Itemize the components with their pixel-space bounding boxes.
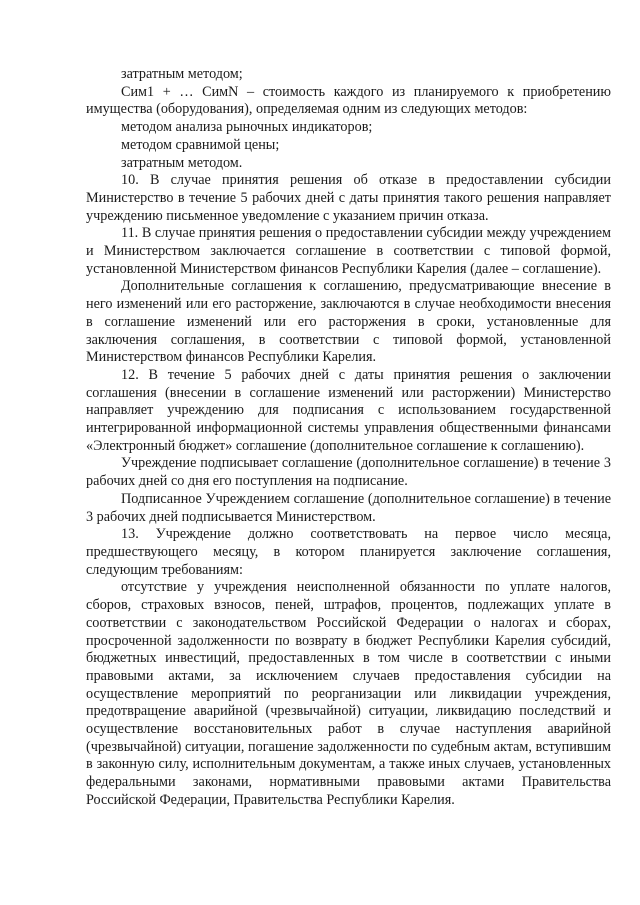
paragraph-market-method: методом анализа рыночных индикаторов; — [121, 119, 373, 136]
paragraph-comparable-price: методом сравнимой цены; — [121, 136, 280, 153]
paragraph-sim-definition: Сим1 + … СимN – стоимость каждого из планируемого к приобретению имущества (оборудования), определяемая одним из следующих методов: — [86, 83, 611, 118]
paragraph-clause-13: 13. Учреждение должно соответствовать на первое число месяца, предшествующего месяцу, в котором планируется заключение соглашения, следующим требованиям: — [86, 526, 611, 578]
paragraph-clause-11: 11. В случае принятия решения о предоставлении субсидии между учреждением и Министерством заключается соглашение в соответствии с типовой формой, установленной Министерством финансов Республики Карелия (далее – соглашение). — [86, 225, 611, 277]
paragraph-cost-method-2: затратным методом. — [121, 154, 243, 171]
paragraph-additional-agreements: Дополнительные соглашения к соглашению, предусматривающие внесение в него изменений или его расторжение, заключаются в случае необходимости внесения в соглашение изменений или его расторжения в сроки, установленные для заключения соглашения, в соответствии с типовой формой, установленной Министерством финансов Республики Карелия. — [86, 278, 611, 366]
paragraph-clause-12: 12. В течение 5 рабочих дней с даты принятия решения о заключении соглашения (внесении в соглашение изменений или расторжении) Министерство направляет учреждению для подписания с использованием государственной интегрированной информационной системы управления общественными финансами «Электронный бюджет» соглашение (дополнительное соглашение к соглашению). — [86, 366, 611, 454]
paragraph-ministry-signs: Подписанное Учреждением соглашение (дополнительное соглашение) в течение 3 рабочих дней подписывается Министерством. — [86, 490, 611, 525]
document-body — [86, 66, 611, 810]
paragraph-clause-10: 10. В случае принятия решения об отказе в предоставлении субсидии Министерство в течение 5 рабочих дней с даты принятия такого решения направляет учреждению письменное уведомление с указанием причин отказа. — [86, 172, 611, 224]
paragraph-cost-method-1: затратным методом; — [121, 66, 243, 82]
paragraph-institution-signs: Учреждение подписывает соглашение (дополнительное соглашение) в течение 3 рабочих дней со дня его поступления на подписание. — [86, 455, 611, 490]
paragraph-no-debt-requirement: отсутствие у учреждения неисполненной обязанности по уплате налогов, сборов, страховых взносов, пеней, штрафов, процентов, подлежащих уплате в соответствии с законодательством Российской Федерации о налогах и сборах, просроченной задолженности по возврату в бюджет Республики Карелия субсидий, бюджетных инвестиций, предоставленных в том числе в соответствии с иными правовыми актами, за исключением случаев предоставления субсидии на осуществление мероприятий по реорганизации или ликвидации учреждения, предотвращение аварийной (чрезвычайной) ситуации, ликвидацию последствий и осуществление восстановительных работ в случае наступления аварийной (чрезвычайной) ситуации, погашение задолженности по судебным актам, вступившим в законную силу, исполнительным документам, а также иных случаев, установленных федеральными законами, нормативными правовыми актами Правительства Российской Федерации, Правительства Республики Карелия. — [86, 579, 611, 808]
